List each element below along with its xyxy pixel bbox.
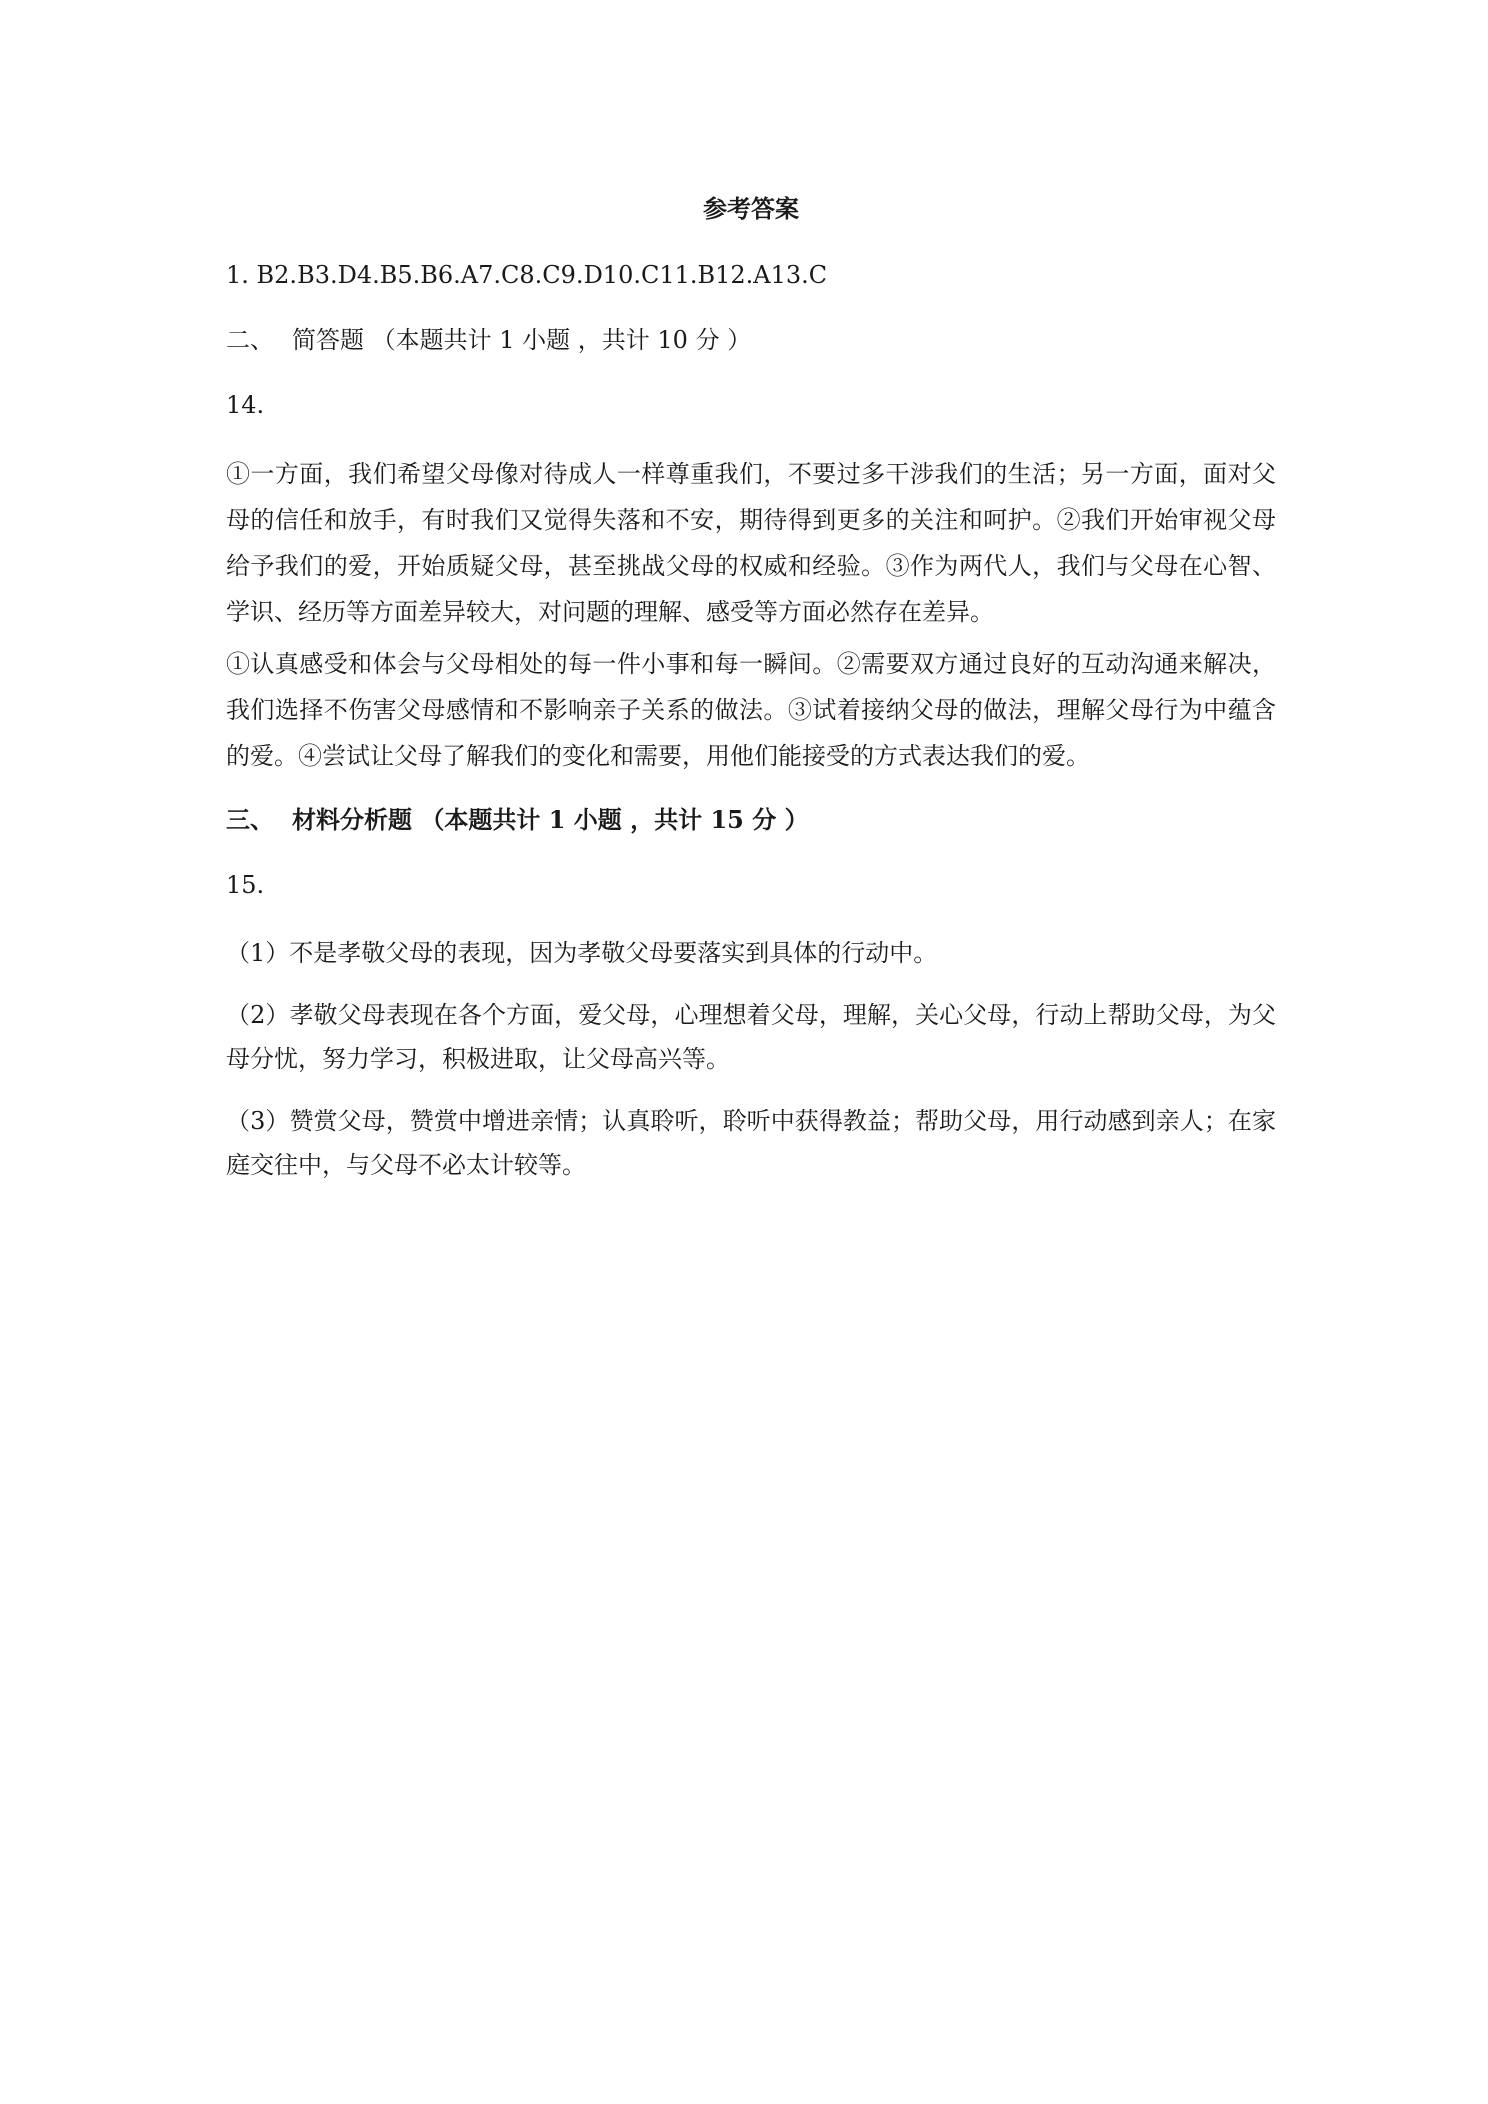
section-3-number: 三、 — [226, 805, 274, 834]
section-3-header — [226, 801, 1276, 839]
question-14-number: 14. — [226, 391, 265, 419]
question-15-answer-part-1: （1）不是孝敬父母的表现，因为孝敬父母要落实到具体的行动中。 — [226, 939, 938, 967]
section-3-heading: 材料分析题 （本题共计 1 小题 ，共计 15 分 ） — [292, 805, 809, 834]
answer-content — [226, 190, 1276, 1205]
section-2-header — [226, 321, 1276, 359]
section-2-number: 二、 — [226, 326, 274, 354]
question-15-answer-part-3: （3）赞赏父母，赞赏中增进亲情；认真聆听，聆听中获得教益；帮助父母，用行动感到亲人；在家庭交往中，与父母不必太计较等。 — [226, 1107, 1276, 1179]
section-2-heading: 简答题 （本题共计 1 小题 ，共计 10 分 ） — [292, 326, 752, 354]
question-14-answer-paragraph-1: ①一方面，我们希望父母像对待成人一样尊重我们，不要过多干涉我们的生活；另一方面，面对父母的信任和放手，有时我们又觉得失落和不安，期待得到更多的关注和呵护。②我们开始审视父母给予我们的爱，开始质疑父母，甚至挑战父母的权威和经验。③作为两代人，我们与父母在心智、学识、经历等方面差异较大，对问题的理解、感受等方面必然存在差异。 — [226, 460, 1276, 626]
choice-answers-line: 1. B2.B3.D4.B5.B6.A7.C8.C9.D10.C11.B12.A13.C — [226, 261, 828, 289]
question-14-answer-paragraph-2: ①认真感受和体会与父母相处的每一件小事和每一瞬间。②需要双方通过良好的互动沟通来解决，我们选择不伤害父母感情和不影响亲子关系的做法。③试着接纳父母的做法，理解父母行为中蕴含的爱。④尝试让父母了解我们的变化和需要，用他们能接受的方式表达我们的爱。 — [226, 650, 1276, 770]
question-15-number: 15. — [226, 871, 265, 899]
question-15-answer-part-2: （2）孝敬父母表现在各个方面，爱父母，心理想着父母，理解，关心父母，行动上帮助父母，为父母分忧，努力学习，积极进取，让父母高兴等。 — [226, 1001, 1276, 1073]
page-title: 参考答案 — [703, 194, 799, 223]
